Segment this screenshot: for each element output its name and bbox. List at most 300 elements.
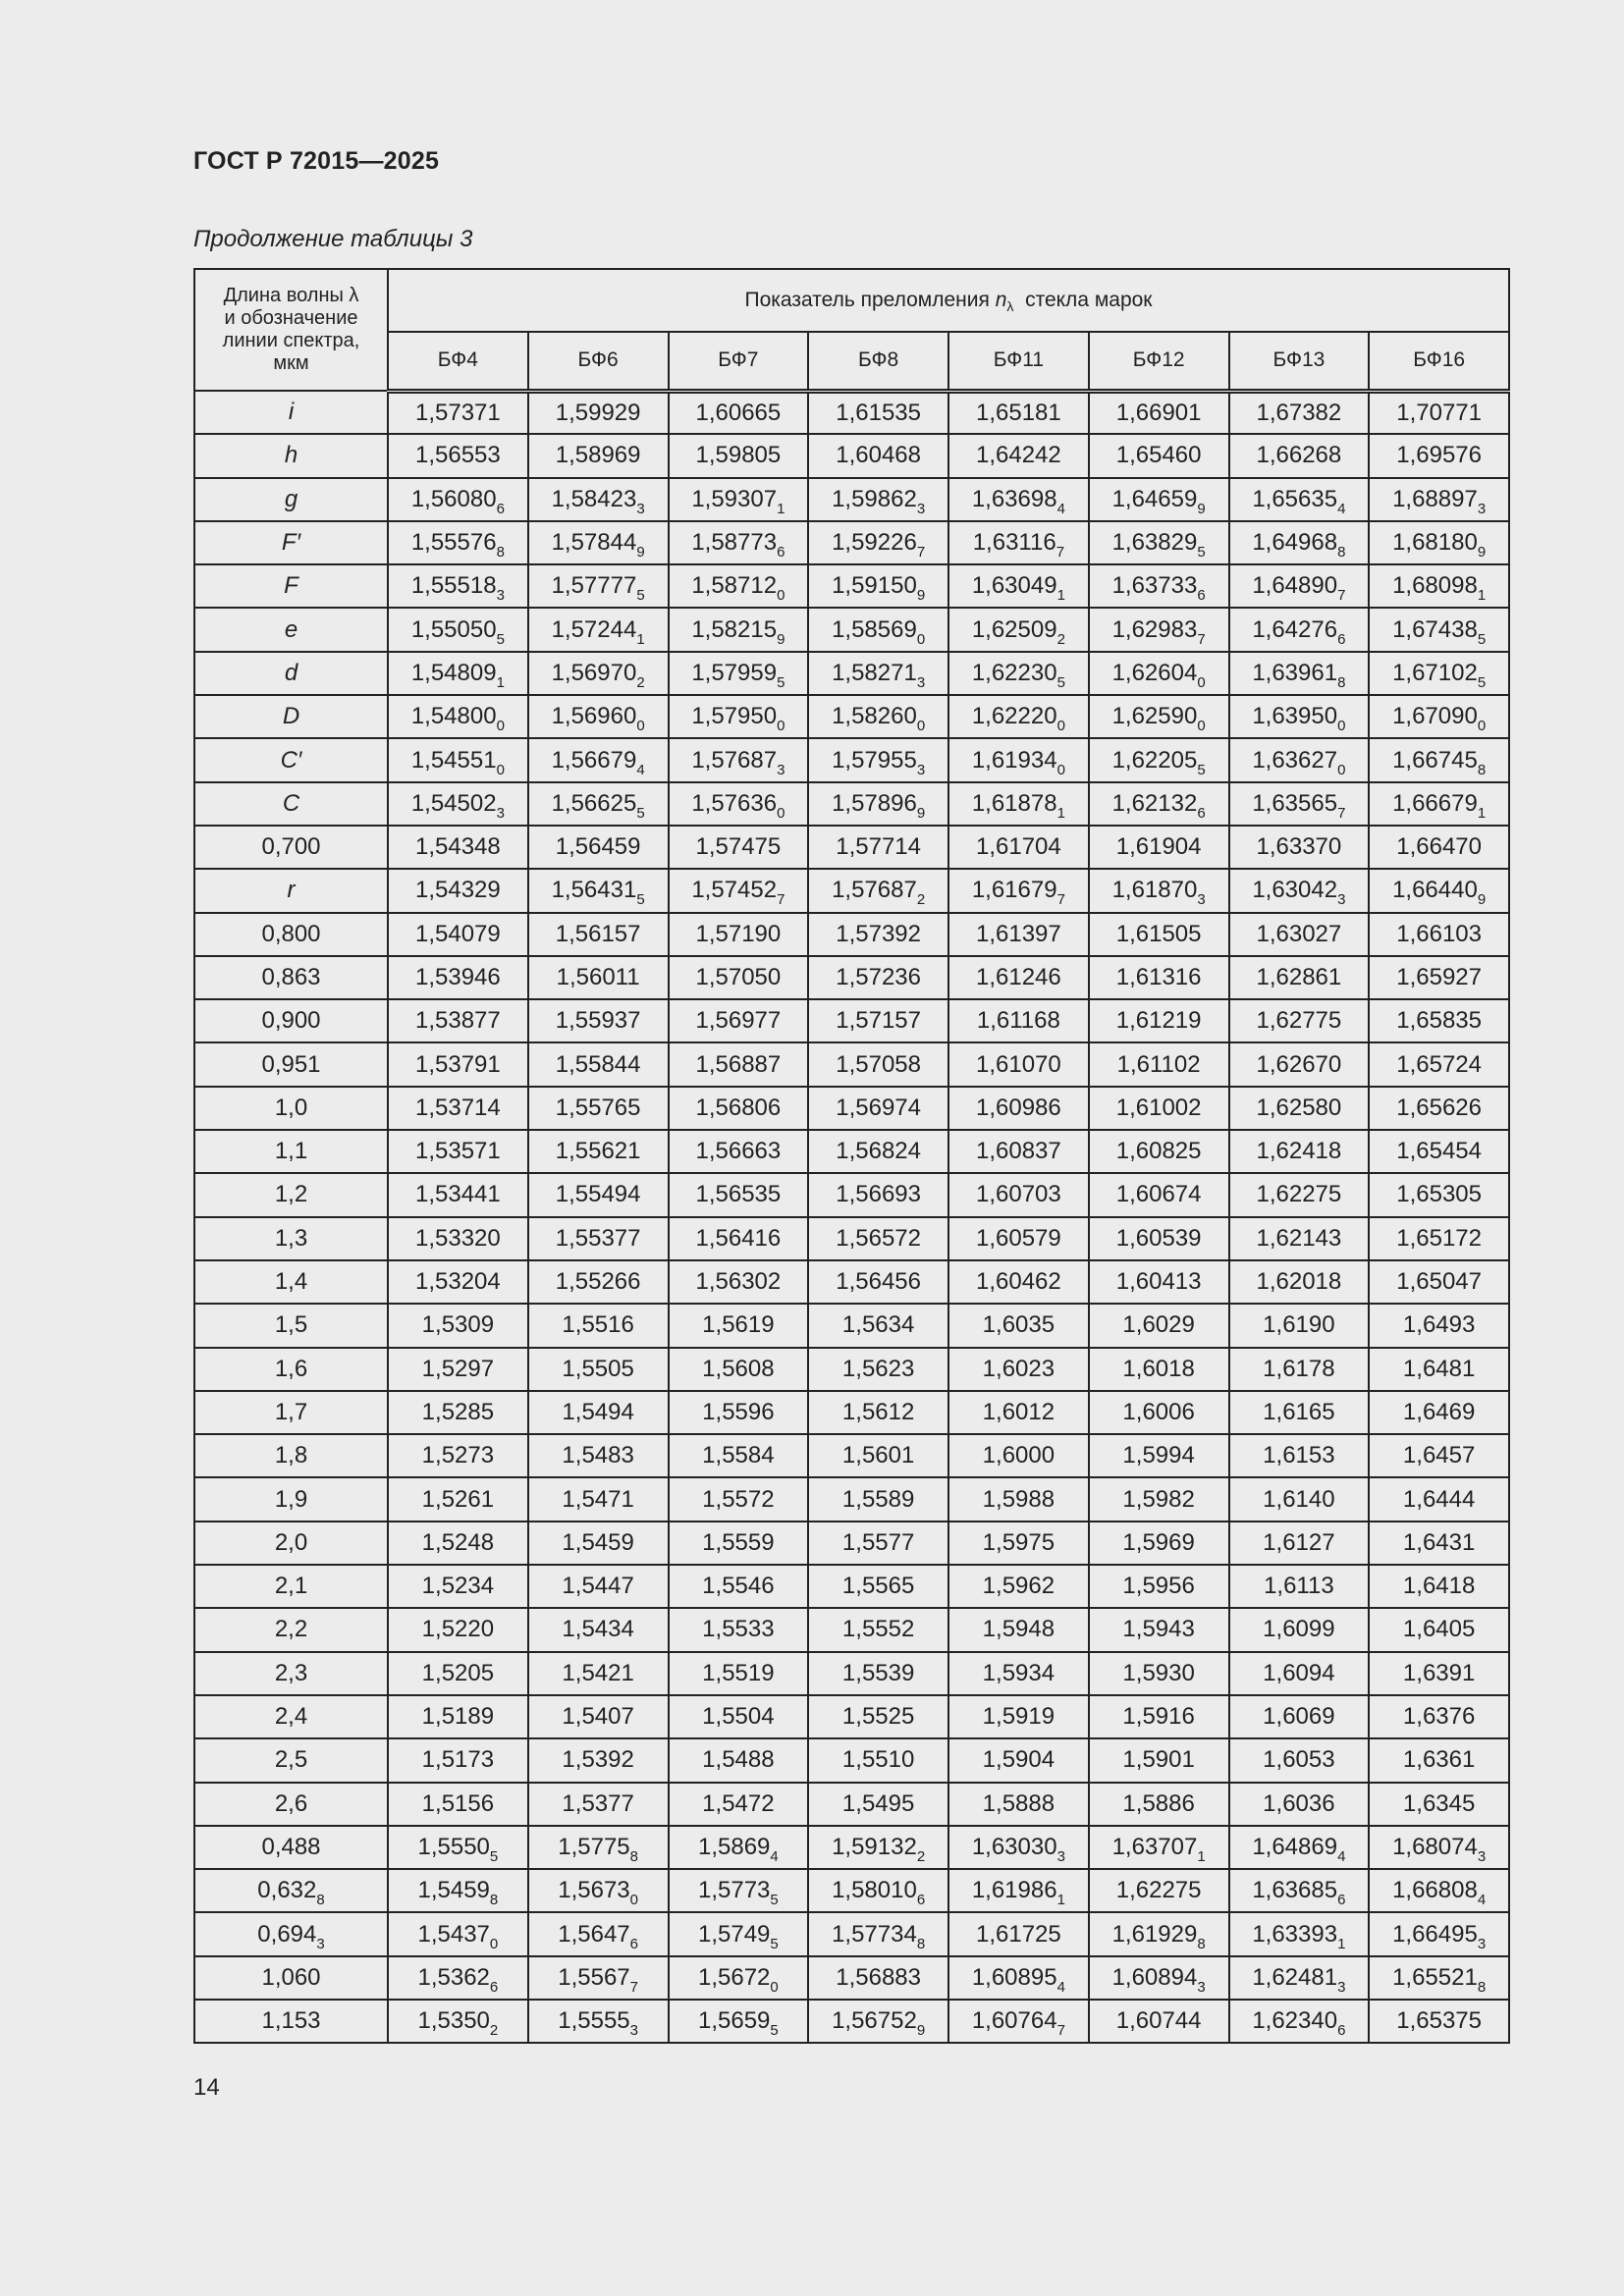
refractive-index-cell <box>1369 1348 1509 1391</box>
refractive-index-cell <box>1369 999 1509 1042</box>
index-subscript-digit: 3 <box>496 587 505 605</box>
refractive-index-cell <box>388 1130 528 1173</box>
index-value: 1,62604 <box>1111 659 1198 686</box>
index-subscript-digit: 4 <box>770 1847 779 1865</box>
refractive-index-cell <box>388 1912 528 1955</box>
index-value: 1,66745 <box>1392 746 1478 774</box>
index-value: 1,61704 <box>975 833 1061 861</box>
refractive-index-cell <box>1229 391 1370 434</box>
index-value: 1,5749 <box>698 1920 771 1948</box>
wavelength-label <box>194 1217 388 1260</box>
refractive-index-cell <box>1089 1695 1229 1738</box>
index-value: 1,63370 <box>1256 833 1342 861</box>
index-value: 1,5297 <box>421 1355 495 1382</box>
refractive-index-cell <box>1089 1912 1229 1955</box>
index-subscript-digit: 1 <box>1056 587 1065 605</box>
index-value: 1,53877 <box>414 1007 501 1035</box>
index-value: 1,5886 <box>1122 1789 1195 1817</box>
index-value: 1,56974 <box>836 1094 921 1121</box>
table-row <box>194 1130 1509 1173</box>
index-value: 1,5362 <box>417 1963 490 1991</box>
wavelength-label <box>194 1608 388 1651</box>
index-value: 1,58260 <box>832 703 917 730</box>
refractive-index-cell <box>808 1869 948 1912</box>
refractive-index-cell <box>1369 869 1509 912</box>
table-row <box>194 1477 1509 1521</box>
index-value: 1,5273 <box>421 1442 495 1469</box>
refractive-index-cell <box>1369 695 1509 738</box>
refractive-index-cell <box>388 652 528 695</box>
index-subscript-digit: 0 <box>1056 761 1065 778</box>
index-value: 1,63627 <box>1252 746 1338 774</box>
refractive-index-cell <box>1369 434 1509 477</box>
wavelength-label <box>194 1173 388 1216</box>
refractive-index-cell <box>528 956 669 999</box>
table-row <box>194 1783 1509 1826</box>
index-subscript-digit: 8 <box>1197 1935 1206 1952</box>
refractive-index-cell <box>948 1348 1089 1391</box>
index-value: 1,57687 <box>691 746 778 774</box>
refractive-index-cell <box>948 564 1089 608</box>
index-value: 1,56752 <box>832 2007 917 2035</box>
index-value: 1,63049 <box>971 572 1057 600</box>
refractive-index-cell <box>1369 1087 1509 1130</box>
refractive-index-cell <box>1229 1956 1370 2000</box>
index-value: 1,58423 <box>551 485 637 512</box>
refractive-index-cell <box>1089 434 1229 477</box>
index-value: 1,57714 <box>836 833 921 861</box>
wavelength-label-text: r <box>287 877 296 904</box>
wavelength-label <box>194 1391 388 1434</box>
refractive-index-cell <box>669 434 809 477</box>
refractive-index-cell <box>1369 1608 1509 1651</box>
index-value: 1,54800 <box>410 703 497 730</box>
index-value: 1,57244 <box>551 615 637 643</box>
refractive-index-cell <box>808 391 948 434</box>
refractive-index-cell <box>388 695 528 738</box>
index-value: 1,59307 <box>691 485 778 512</box>
refractive-index-cell <box>948 1565 1089 1608</box>
index-value: 1,67102 <box>1392 659 1478 686</box>
index-value: 1,63733 <box>1111 572 1198 600</box>
refractive-index-cell <box>388 738 528 781</box>
index-subscript-digit: 9 <box>636 544 645 561</box>
index-subscript-digit: 1 <box>1477 804 1487 822</box>
index-value: 1,57734 <box>832 1920 917 1948</box>
table-row <box>194 1652 1509 1695</box>
page-number: 14 <box>193 2074 220 2101</box>
index-value: 1,62275 <box>1256 1181 1342 1208</box>
index-value: 1,63565 <box>1252 789 1338 817</box>
index-subscript-digit: 3 <box>1337 1978 1346 1996</box>
table-row <box>194 652 1509 695</box>
index-value: 1,5596 <box>702 1398 775 1425</box>
wavelength-label-text: 2,1 <box>274 1573 308 1600</box>
table-row <box>194 1912 1509 1955</box>
refractive-index-cell <box>948 1304 1089 1347</box>
index-subscript-digit: 0 <box>629 1892 638 1909</box>
index-value: 1,61505 <box>1115 920 1202 947</box>
refractive-index-cell <box>1229 1173 1370 1216</box>
refractive-index-cell <box>808 1217 948 1260</box>
index-value: 1,6444 <box>1402 1485 1476 1513</box>
wavelength-label <box>194 1522 388 1565</box>
index-value: 1,54348 <box>414 833 501 861</box>
refractive-index-cell <box>528 1391 669 1434</box>
index-value: 1,6053 <box>1263 1746 1335 1774</box>
index-subscript-digit: 3 <box>777 761 785 778</box>
index-value: 1,56011 <box>556 964 640 990</box>
index-value: 1,5577 <box>841 1528 915 1556</box>
index-subscript-digit: 5 <box>777 673 785 691</box>
refractive-index-cell <box>1089 652 1229 695</box>
index-value: 1,62670 <box>1256 1050 1342 1078</box>
refractive-index-cell <box>808 478 948 521</box>
index-subscript-digit: 4 <box>1056 500 1065 517</box>
table-row <box>194 2000 1509 2043</box>
refractive-index-cell <box>1089 1434 1229 1477</box>
index-value: 1,6165 <box>1263 1398 1335 1425</box>
wavelength-label-text: 2,0 <box>274 1528 308 1556</box>
index-value: 1,5672 <box>698 1963 771 1991</box>
index-subscript-digit: 2 <box>489 2022 499 2040</box>
index-subscript-digit: 9 <box>1477 544 1487 561</box>
refractive-index-cell <box>948 1217 1089 1260</box>
index-value: 1,5619 <box>702 1311 775 1339</box>
refractive-index-cell <box>669 956 809 999</box>
refractive-index-cell <box>1369 2000 1509 2043</box>
index-subscript-digit: 0 <box>1337 761 1346 778</box>
refractive-index-cell <box>1369 1695 1509 1738</box>
index-value: 1,5189 <box>421 1703 495 1731</box>
index-value: 1,55765 <box>555 1094 641 1121</box>
index-subscript-digit: 0 <box>770 1978 779 1996</box>
refractive-index-cell <box>388 521 528 564</box>
table-row <box>194 1608 1509 1651</box>
index-value: 1,53714 <box>414 1094 501 1121</box>
refractive-index-cell <box>1229 738 1370 781</box>
index-value: 1,54809 <box>410 659 497 686</box>
refractive-index-cell <box>1369 782 1509 826</box>
index-value: 1,5525 <box>841 1703 915 1731</box>
index-value: 1,62983 <box>1111 615 1198 643</box>
refractive-index-cell <box>808 1173 948 1216</box>
index-subscript-digit: 0 <box>1197 673 1206 691</box>
index-value: 1,5956 <box>1122 1573 1195 1600</box>
index-value: 1,70771 <box>1396 399 1482 426</box>
index-value: 1,5510 <box>841 1746 915 1774</box>
index-subscript-digit: 2 <box>636 673 645 691</box>
index-value: 1,56970 <box>551 659 637 686</box>
wavelength-label-text: 1,5 <box>274 1311 308 1339</box>
refractive-index-cell <box>948 1391 1089 1434</box>
refractive-index-cell <box>948 1826 1089 1869</box>
index-value: 1,69576 <box>1396 442 1482 469</box>
refractive-index-cell <box>388 1869 528 1912</box>
refractive-index-cell <box>1229 1477 1370 1521</box>
refractive-index-cell <box>948 999 1089 1042</box>
table-row <box>194 1738 1509 1782</box>
index-value: 1,65835 <box>1396 1007 1482 1035</box>
refractive-index-cell <box>528 1217 669 1260</box>
index-value: 1,56693 <box>836 1181 921 1208</box>
index-value: 1,60894 <box>1111 1963 1198 1991</box>
index-value: 1,66495 <box>1392 1920 1478 1948</box>
index-value: 1,5565 <box>841 1573 915 1600</box>
wavelength-label-text: 0,863 <box>261 964 321 990</box>
wavelength-label <box>194 1304 388 1347</box>
index-value: 1,59862 <box>832 485 917 512</box>
index-value: 1,63116 <box>972 529 1056 557</box>
refractive-index-cell <box>808 738 948 781</box>
index-value: 1,5567 <box>558 1963 630 1991</box>
refractive-index-cell <box>528 1087 669 1130</box>
refractive-index-cell <box>388 1783 528 1826</box>
index-value: 1,66470 <box>1396 833 1482 861</box>
refractive-index-cell <box>948 738 1089 781</box>
refractive-index-cell <box>669 521 809 564</box>
refractive-index-cell <box>528 652 669 695</box>
index-subscript-digit: 9 <box>916 2022 926 2040</box>
table-row <box>194 521 1509 564</box>
index-subscript-digit: 3 <box>1197 891 1206 909</box>
index-value: 1,5559 <box>702 1528 775 1556</box>
refractive-index-cell <box>1229 1738 1370 1782</box>
wavelength-label-subscript: 3 <box>316 1935 325 1952</box>
wavelength-label <box>194 1130 388 1173</box>
refractive-index-cell <box>388 913 528 956</box>
refractive-index-cell <box>1229 434 1370 477</box>
index-value: 1,5943 <box>1122 1616 1195 1643</box>
index-value: 1,56416 <box>695 1224 782 1252</box>
index-value: 1,56459 <box>555 833 641 861</box>
wavelength-label <box>194 956 388 999</box>
wavelength-label-text: D <box>282 703 300 730</box>
refractive-index-cell <box>1089 1783 1229 1826</box>
index-value: 1,60986 <box>975 1094 1061 1121</box>
refractive-index-cell <box>528 738 669 781</box>
index-value: 1,6036 <box>1263 1789 1335 1817</box>
index-value: 1,6012 <box>982 1398 1056 1425</box>
index-value: 1,53320 <box>414 1224 501 1252</box>
index-value: 1,66440 <box>1392 877 1478 904</box>
wavelength-label-text: 0,900 <box>261 1007 321 1035</box>
index-subscript-digit: 1 <box>1337 1935 1346 1952</box>
refractive-index-cell <box>948 913 1089 956</box>
refractive-index-cell <box>528 521 669 564</box>
index-value: 1,59132 <box>832 1833 917 1860</box>
refractive-index-cell <box>528 869 669 912</box>
index-subscript-digit: 9 <box>1477 891 1487 909</box>
table-row <box>194 826 1509 869</box>
refractive-index-cell <box>808 1522 948 1565</box>
wavelength-label <box>194 478 388 521</box>
wavelength-label-text: 1,4 <box>274 1268 308 1296</box>
index-value: 1,5516 <box>562 1311 634 1339</box>
index-subscript-digit: 1 <box>1197 1847 1206 1865</box>
index-value: 1,6099 <box>1263 1616 1335 1643</box>
index-value: 1,54551 <box>410 746 497 774</box>
index-value: 1,6391 <box>1402 1659 1476 1686</box>
refractive-index-cell <box>808 1348 948 1391</box>
index-value: 1,5969 <box>1122 1528 1195 1556</box>
refractive-index-cell <box>669 1738 809 1782</box>
refractive-index-cell <box>948 521 1089 564</box>
refractive-index-cell <box>388 608 528 651</box>
index-value: 1,56883 <box>836 1963 921 1991</box>
refractive-index-cell <box>528 1348 669 1391</box>
refractive-index-cell <box>388 1565 528 1608</box>
refractive-index-cell <box>1369 608 1509 651</box>
index-value: 1,65305 <box>1396 1181 1482 1208</box>
refractive-index-cell <box>1089 1087 1229 1130</box>
refractive-index-cell <box>388 1477 528 1521</box>
index-value: 1,54079 <box>414 920 501 947</box>
index-value: 1,62418 <box>1256 1138 1342 1165</box>
index-value: 1,65181 <box>975 399 1061 426</box>
index-value: 1,5904 <box>982 1746 1056 1774</box>
index-value: 1,5934 <box>982 1659 1056 1686</box>
index-value: 1,6418 <box>1402 1573 1476 1600</box>
index-subscript-digit: 2 <box>1056 630 1065 648</box>
refractive-index-cell <box>388 1042 528 1086</box>
index-value: 1,54329 <box>414 877 501 904</box>
index-value: 1,61878 <box>971 789 1057 817</box>
refractive-index-cell <box>1229 913 1370 956</box>
index-value: 1,5519 <box>702 1659 775 1686</box>
index-subscript-digit: 0 <box>777 804 785 822</box>
index-value: 1,61219 <box>1115 1007 1202 1035</box>
index-value: 1,5421 <box>562 1659 634 1686</box>
refractive-index-cell <box>669 1087 809 1130</box>
index-value: 1,60579 <box>975 1224 1061 1252</box>
index-value: 1,5495 <box>841 1789 915 1817</box>
table-row <box>194 1087 1509 1130</box>
glass-brand-header: БФ6 <box>528 332 669 391</box>
refractive-index-cell <box>808 999 948 1042</box>
index-value: 1,5773 <box>698 1877 771 1904</box>
refractive-index-cell <box>1089 1565 1229 1608</box>
refractive-index-cell <box>1369 1042 1509 1086</box>
wavelength-label <box>194 782 388 826</box>
index-subscript-digit: 5 <box>1197 544 1206 561</box>
refractive-index-cell <box>669 1522 809 1565</box>
refractive-index-group-header <box>388 269 1509 332</box>
index-subscript-digit: 4 <box>636 761 645 778</box>
index-value: 1,53791 <box>414 1050 501 1078</box>
index-value: 1,62132 <box>1111 789 1198 817</box>
refractive-index-cell <box>1229 956 1370 999</box>
index-value: 1,60665 <box>695 399 782 426</box>
index-value: 1,61102 <box>1116 1050 1201 1078</box>
index-value: 1,5483 <box>562 1442 634 1469</box>
refractive-index-cell <box>948 1477 1089 1521</box>
refractive-index-cell <box>1089 564 1229 608</box>
glass-brand-header: БФ16 <box>1369 332 1509 391</box>
index-value: 1,62861 <box>1256 964 1342 990</box>
index-value: 1,61904 <box>1115 833 1202 861</box>
index-value: 1,5459 <box>562 1528 634 1556</box>
refractive-index-cell <box>948 1869 1089 1912</box>
index-value: 1,53204 <box>414 1268 501 1296</box>
index-value: 1,6153 <box>1263 1442 1335 1469</box>
refractive-index-cell <box>808 564 948 608</box>
index-value: 1,57687 <box>832 877 917 904</box>
index-value: 1,5205 <box>421 1659 495 1686</box>
index-value: 1,65521 <box>1392 1963 1478 1991</box>
index-value: 1,57236 <box>836 964 921 990</box>
index-value: 1,57157 <box>836 1007 921 1035</box>
refractive-index-cell <box>1229 478 1370 521</box>
table-row <box>194 1434 1509 1477</box>
index-value: 1,5173 <box>421 1746 495 1774</box>
index-subscript-digit: 0 <box>777 718 785 735</box>
index-value: 1,60744 <box>1115 2007 1202 2035</box>
refractive-index-cell <box>669 1608 809 1651</box>
refractive-index-cell <box>669 564 809 608</box>
wavelength-label-text: 2,4 <box>274 1703 308 1731</box>
table-row <box>194 1869 1509 1912</box>
table-row <box>194 956 1509 999</box>
refractive-index-cell <box>388 434 528 477</box>
refractive-index-cell <box>1369 1217 1509 1260</box>
refractive-index-cell <box>388 1608 528 1651</box>
refractive-index-cell <box>528 1304 669 1347</box>
refractive-index-cell <box>948 1130 1089 1173</box>
refractive-index-cell <box>669 1477 809 1521</box>
refractive-index-cell <box>808 1130 948 1173</box>
index-subscript-digit: 0 <box>489 1935 499 1952</box>
wavelength-label <box>194 608 388 651</box>
index-value: 1,5472 <box>702 1789 775 1817</box>
table-row <box>194 564 1509 608</box>
index-subscript-digit: 7 <box>1056 2022 1065 2040</box>
table-row <box>194 1956 1509 2000</box>
refractive-index-cell <box>388 1173 528 1216</box>
table-row <box>194 1217 1509 1260</box>
table-row <box>194 608 1509 651</box>
refractive-index-cell <box>1089 826 1229 869</box>
wavelength-label-text: C <box>282 789 300 817</box>
index-value: 1,5589 <box>841 1485 915 1513</box>
refractive-index-cell <box>948 826 1089 869</box>
index-value: 1,5156 <box>421 1789 495 1817</box>
refractive-index-cell <box>1229 1826 1370 1869</box>
index-value: 1,66808 <box>1392 1877 1478 1904</box>
wavelength-label <box>194 826 388 869</box>
index-value: 1,65460 <box>1115 442 1202 469</box>
glass-brand-header: БФ7 <box>669 332 809 391</box>
index-value: 1,56535 <box>695 1181 782 1208</box>
refractive-index-cell <box>388 1826 528 1869</box>
index-subscript-digit: 5 <box>636 587 645 605</box>
index-subscript-digit: 1 <box>1056 1892 1065 1909</box>
refractive-index-cell <box>1229 1783 1370 1826</box>
refractive-index-cell <box>669 1912 809 1955</box>
table-row <box>194 1348 1509 1391</box>
table-row <box>194 1391 1509 1434</box>
index-subscript-digit: 8 <box>1337 544 1346 561</box>
refractive-index-cell <box>948 652 1089 695</box>
index-subscript-digit: 6 <box>1337 2022 1346 2040</box>
index-value: 1,5494 <box>562 1398 634 1425</box>
index-subscript-digit: 7 <box>1056 891 1065 909</box>
refractive-index-cell <box>388 1434 528 1477</box>
refractive-index-cell <box>1229 999 1370 1042</box>
refractive-index-cell <box>388 1956 528 2000</box>
index-value: 1,5601 <box>841 1442 915 1469</box>
index-value: 1,6069 <box>1263 1703 1335 1731</box>
